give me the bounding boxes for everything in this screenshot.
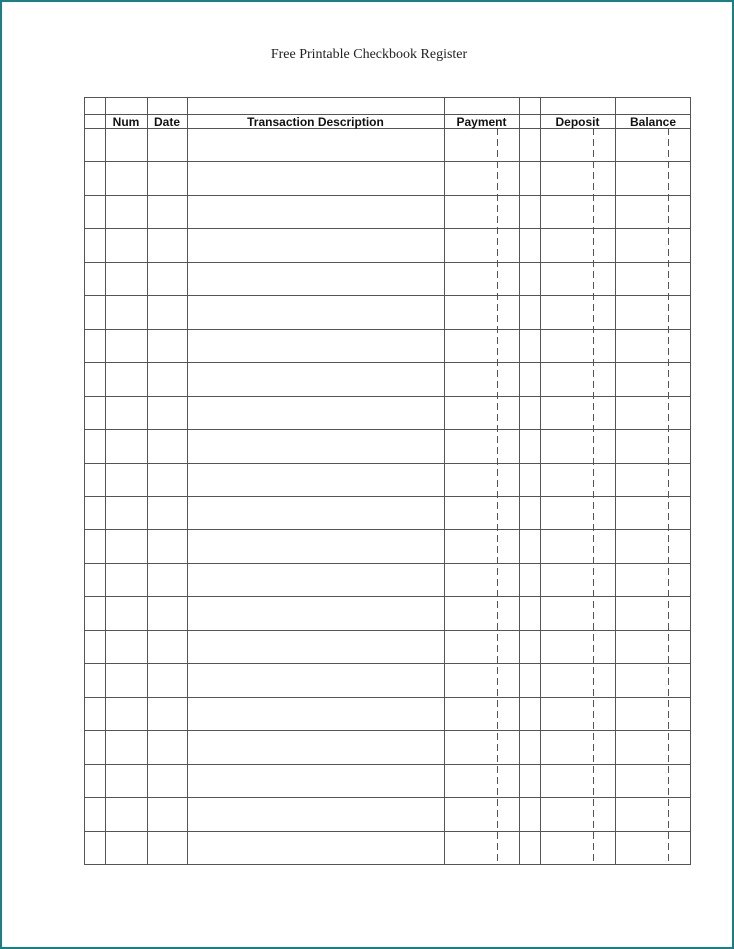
register-table bbox=[84, 97, 691, 865]
page-title: Free Printable Checkbook Register bbox=[270, 47, 468, 62]
column-header-num: Num bbox=[112, 115, 140, 129]
column-header-date: Date bbox=[153, 115, 181, 129]
column-header-deposit: Deposit bbox=[555, 115, 600, 129]
column-header-transaction-description: Transaction Description bbox=[247, 115, 384, 129]
column-header-balance: Balance bbox=[629, 115, 677, 129]
column-header-payment: Payment bbox=[456, 115, 507, 129]
